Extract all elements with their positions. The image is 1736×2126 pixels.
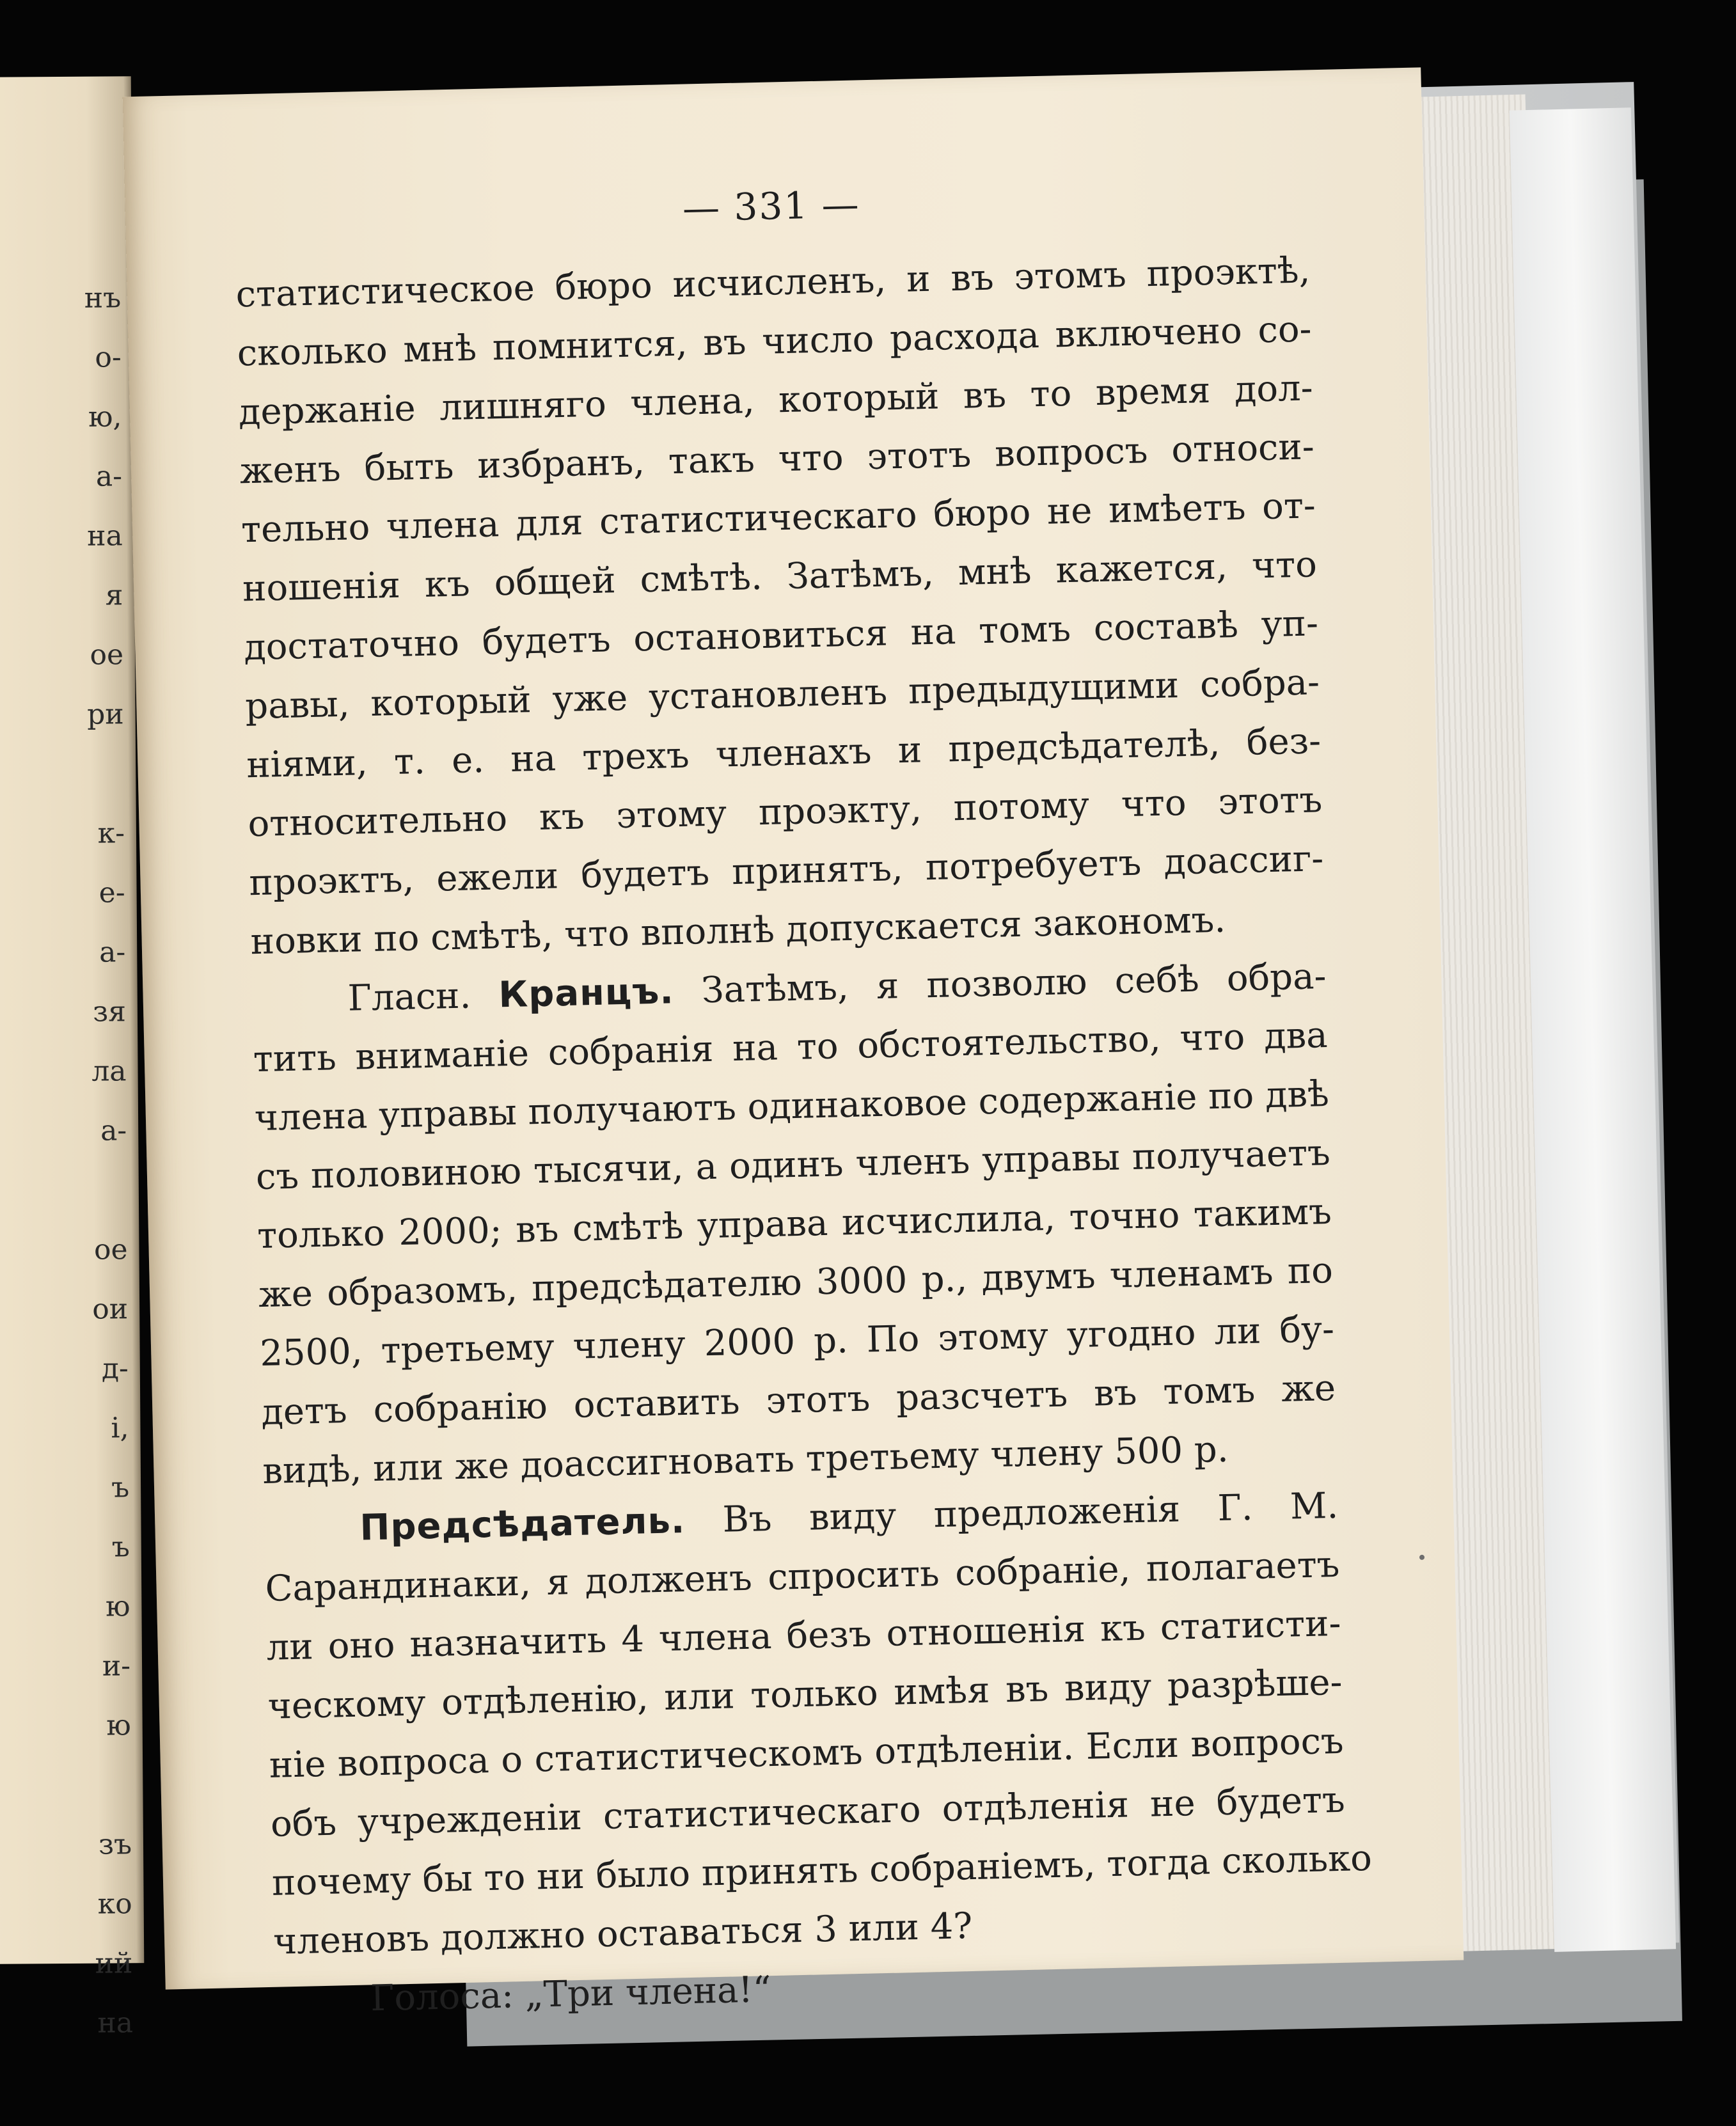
left-page-fragment: а- [100, 1114, 127, 1147]
text-line: детъ собранію оставить этотъ разсчетъ въ томъ же [260, 1367, 1336, 1434]
text-line: видѣ, или же доассигновать третьему члену 500 р. [262, 1428, 1229, 1492]
text-line: тельно члена для статистическаго бюро не имѣетъ от- [241, 485, 1316, 551]
text-line: сколько мнѣ помнится, въ число расхода включено со- [237, 308, 1313, 375]
text-line: проэктъ, ежели будетъ принятъ, потребуетъ доассиг- [248, 838, 1324, 904]
text-line: Сарандинаки, я долженъ спросить собраніе, полагаетъ [264, 1543, 1340, 1610]
paper-speck [1419, 1555, 1424, 1560]
text-line: почему бы то ни было принять собраніемъ, тогда сколько [271, 1837, 1373, 1904]
left-page-fragment: зя [92, 995, 127, 1028]
left-page-text-fragments [6, 268, 133, 2053]
text-line: статистическое бюро исчисленъ, и въ этомъ проэктѣ, [235, 249, 1311, 316]
left-page-fragment: д- [101, 1352, 129, 1385]
left-page-fragment [16, 1755, 132, 1815]
left-page-fragment [9, 744, 125, 804]
left-page-fragment: ий [95, 1947, 133, 1980]
text-line: новки по смѣтѣ, что вполнѣ допускается закономъ. [249, 899, 1226, 963]
text-line: 2500, третьему члену 2000 р. По этому угодно ли бу- [259, 1308, 1335, 1375]
left-page-fragment: ъ [111, 1471, 130, 1504]
book-page [123, 67, 1464, 2020]
left-page-fragment: на [86, 519, 123, 553]
text-line: ношенія къ общей смѣтѣ. Затѣмъ, мнѣ кажется, что [242, 544, 1318, 610]
text-line: члена управы получаютъ одинаковое содержаніе по двѣ [254, 1073, 1330, 1140]
left-page-fragment: и- [102, 1650, 131, 1683]
left-page-fragment: ю [105, 1590, 130, 1623]
voices-line: Голоса: „Три члена!“ [370, 1969, 772, 2020]
left-page-fragment: ое [90, 638, 124, 672]
left-page-fragment: ъ [111, 1531, 130, 1564]
text-line: съ половиною тысячи, а одинъ членъ управы получаетъ [255, 1132, 1331, 1199]
page-text [233, 172, 1373, 2030]
left-page-fragment [12, 1160, 128, 1220]
paragraph-2 [253, 1006, 1338, 1501]
text-line: ніями, т. е. на трехъ членахъ и предсѣдателѣ, без- [246, 720, 1322, 787]
left-page-fragment: а- [95, 460, 123, 493]
page-number: — 331 — [682, 182, 861, 230]
left-page-fragment: к- [97, 817, 125, 850]
text-line: ли оно назначить 4 члена безъ отношенія къ статисти- [266, 1602, 1342, 1669]
speech-first-line: Затѣмъ, я позволю себѣ обра- [701, 956, 1327, 1012]
left-page-fragment: я [105, 579, 123, 612]
left-page-fragment: ое [93, 1233, 128, 1266]
left-page-fragment: нъ [84, 281, 122, 315]
speaker-prefix: Гласн. [347, 975, 471, 1020]
left-page-fragment: ю [106, 1709, 131, 1742]
left-page [0, 76, 144, 2040]
text-line: ческому отдѣленію, или только имѣя въ виду разрѣше- [267, 1661, 1343, 1728]
left-page-fragment: ои [92, 1293, 129, 1326]
left-page-fragment: ла [91, 1055, 127, 1088]
text-line: относительно къ этому проэкту, потому что этотъ [247, 779, 1323, 846]
text-line: объ учрежденіи статистическаго отдѣленія не будетъ [270, 1779, 1346, 1845]
left-page-fragment: ко [97, 1887, 132, 1921]
text-line: достаточно будетъ остановиться на томъ составѣ уп- [243, 602, 1319, 669]
text-line: равы, который уже установленъ предыдущими собра- [244, 661, 1320, 728]
paragraph-3 [264, 1536, 1373, 1972]
speaker-name: Кранцъ. [498, 970, 675, 1016]
left-page-fragment: зъ [98, 1828, 132, 1861]
speech-first-line: Въ виду предложенія Г. М. [722, 1484, 1339, 1541]
left-page-fragment: е- [99, 876, 125, 909]
paragraph-1 [235, 241, 1326, 972]
text-line: же образомъ, предсѣдателю 3000 р., двумъ членамъ по [258, 1249, 1334, 1316]
left-page-fragment: о- [95, 341, 122, 374]
left-page-fragment: ю, [88, 400, 122, 434]
text-line: тить вниманіе собранія на то обстоятельство, что два [253, 1014, 1329, 1081]
text-line: ніе вопроса о статистическомъ отдѣленіи. Если вопросъ [269, 1720, 1345, 1786]
speaker-name: Предсѣдатель. [359, 1500, 686, 1549]
left-page-fragment: ри [86, 698, 124, 731]
text-line: только 2000; въ смѣтѣ управа исчислила, точно такимъ [256, 1190, 1332, 1257]
text-line: держаніе лишняго члена, который въ то время дол- [238, 367, 1314, 434]
left-page-fragment: а- [99, 936, 126, 969]
text-line: женъ быть избранъ, такъ что этотъ вопросъ относи- [239, 426, 1315, 492]
text-line: членовъ должно оставаться 3 или 4? [272, 1905, 973, 1963]
left-page-fragment: на [97, 2006, 134, 2040]
left-page-fragment: і, [111, 1412, 129, 1445]
